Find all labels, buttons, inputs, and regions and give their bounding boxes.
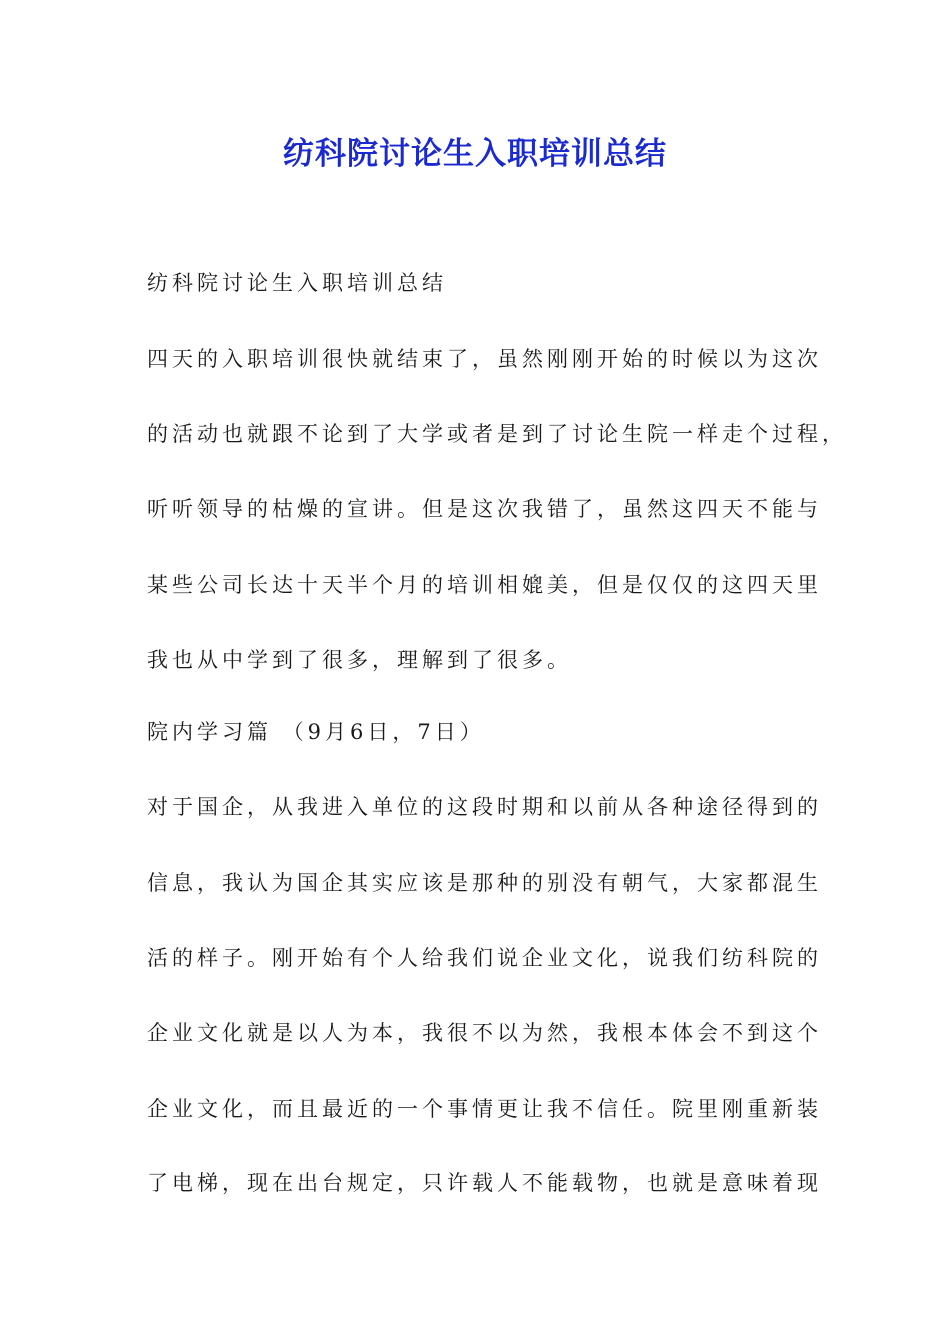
paragraph-line: 对于国企，从我进入单位的这段时期和以前从各种途径得到的 [147,795,822,819]
paragraph-line: 我也从中学到了很多，理解到了很多。 [147,648,572,672]
document-title: 纺科院讨论生入职培训总结 [283,136,667,172]
paragraph-line: 听听领导的枯燥的宣讲。但是这次我错了，虽然这四天不能与 [147,497,822,521]
paragraph-line: 活的样子。刚开始有个人给我们说企业文化，说我们纺科院的 [147,946,822,970]
paragraph-line: 企业文化就是以人为本，我很不以为然，我根本体会不到这个 [147,1021,822,1045]
paragraph-line: 了电梯，现在出台规定，只许载人不能载物，也就是意味着现 [147,1171,822,1195]
paragraph-line: 信息，我认为国企其实应该是那种的别没有朝气，大家都混生 [147,871,822,895]
paragraph-line: 企业文化，而且最近的一个事情更让我不信任。院里刚重新装 [147,1097,822,1121]
subtitle-line: 纺科院讨论生入职培训总结 [147,271,447,295]
paragraph-line: 的活动也就跟不论到了大学或者是到了讨论生院一样走个过程， [147,422,847,446]
paragraph-line: 四天的入职培训很快就结束了，虽然刚刚开始的时候以为这次 [147,347,822,371]
section-heading: 院内学习篇 （9月6日，7日） [147,720,485,744]
paragraph-line: 某些公司长达十天半个月的培训相媲美，但是仅仅的这四天里 [147,573,822,597]
